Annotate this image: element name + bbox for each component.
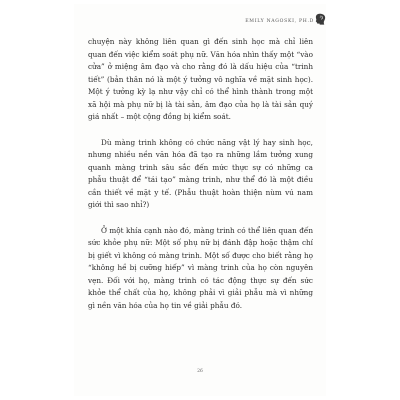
page-number: 26 — [197, 369, 203, 374]
silhouette-head-icon — [315, 13, 326, 25]
book-page — [74, 4, 326, 396]
body-text — [88, 36, 313, 312]
paragraph: Ở một khía cạnh nào đó, màng trinh có thể liên quan đến sức khỏe phụ nữ: Một số phụ nữ bị đánh đập hoặc thậm chí bị giết vì không có màng trinh. Một số được cho biết rằng họ “không hề bị cưỡng hiếp” vì màng trinh của họ còn nguyên vẹn. Đối với họ, màng trinh có tác động thực sự đến sức khỏe thể chất của họ, không phải vì giải phẫu mà vì những gì nền văn hóa của họ tin về giải phẫu đó. — [88, 225, 313, 310]
running-head: EMILY NAGOSKI, PH.D — [245, 19, 314, 24]
paragraph: chuyện này không liên quan gì đến sinh học mà chỉ liên quan đến việc kiểm soát phụ nữ. Văn hóa nhìn thấy một “vào cửa” ở miệng âm đạo và cho rằng đó là dấu hiệu của “trinh tiết” (bản thân nó là một ý tưởng vô nghĩa về mặt sinh học). Một ý tưởng kỳ lạ như vậy chỉ có thể hình thành trong một xã hội mà phụ nữ bị là tài sản, âm đạo của họ là tài sản quý giá nhất – một cộng đồng bị kiểm soát. — [88, 37, 313, 121]
paragraph: Dù màng trinh không có chức năng vật lý hay sinh học, nhưng nhiều nền văn hóa đã tạo ra những lầm tưởng xung quanh màng trinh sâu sắc đến mức thực sự có những ca phẫu thuật để “tái tạo” màng trinh, như thể đó là một điều cần thiết về mặt y tế. (Phẫu thuật hoàn thiện nùm vú nam giới thì sao nhỉ?) — [88, 137, 313, 209]
